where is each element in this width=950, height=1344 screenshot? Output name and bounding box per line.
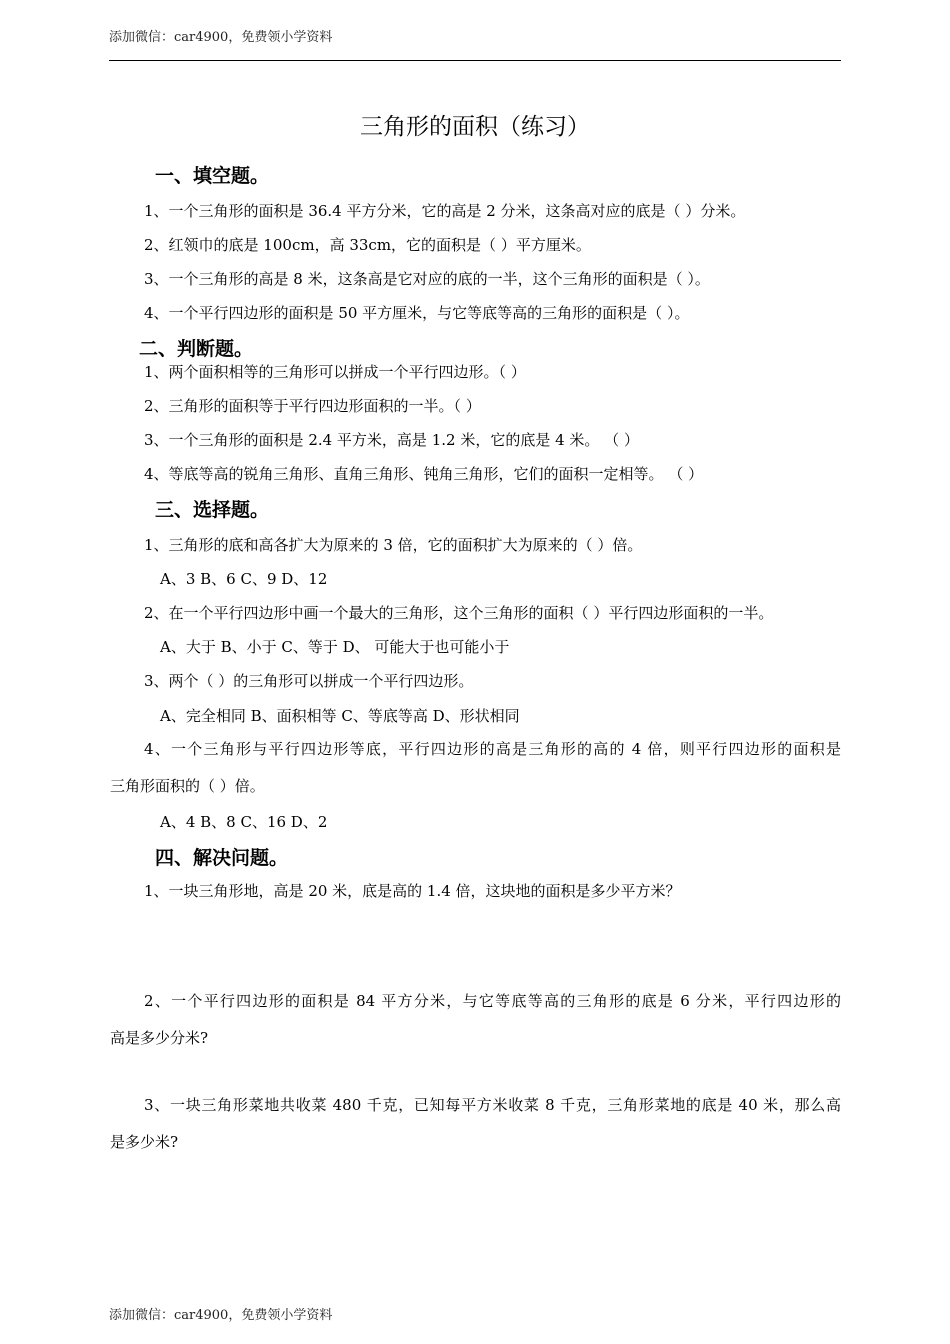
header-divider xyxy=(109,60,841,61)
question-3-4-line1: 4、一个三角形与平行四边形等底，平行四边形的高是三角形的高的 4 倍，则平行四边形的面积是 xyxy=(144,740,841,758)
question-1-4: 4、一个平行四边形的面积是 50 平方厘米，与它等底等高的三角形的面积是（ ）。 xyxy=(144,304,690,322)
question-4-2-line1: 2、一个平行四边形的面积是 84 平方分米，与它等底等高的三角形的底是 6 分米，平行四边形的 xyxy=(144,992,841,1010)
question-2-4: 4、等底等高的锐角三角形、直角三角形、钝角三角形，它们的面积一定相等。 （ ） xyxy=(144,465,704,483)
question-1-2: 2、红领巾的底是 100cm，高 33cm，它的面积是（ ）平方厘米。 xyxy=(144,236,591,254)
section-heading-fill-blank: 一、填空题。 xyxy=(155,165,270,187)
question-3-2-options: A、大于 B、小于 C、等于 D、 可能大于也可能小于 xyxy=(160,638,510,656)
question-3-3-options: A、完全相同 B、面积相等 C、等底等高 D、形状相同 xyxy=(160,707,520,725)
section-heading-true-false: 二、判断题。 xyxy=(139,338,254,360)
page-header: 添加微信：car4900，免费领小学资料 xyxy=(109,30,333,45)
question-4-2-line2: 高是多少分米? xyxy=(110,1029,209,1047)
question-2-3: 3、一个三角形的面积是 2.4 平方米，高是 1.2 米，它的底是 4 米。 （ ） xyxy=(144,431,639,449)
question-3-1: 1、三角形的底和高各扩大为原来的 3 倍，它的面积扩大为原来的（ ）倍。 xyxy=(144,536,643,554)
question-3-2: 2、在一个平行四边形中画一个最大的三角形，这个三角形的面积（ ）平行四边形面积的一半。 xyxy=(144,604,774,622)
question-3-4-line2: 三角形面积的（ ）倍。 xyxy=(110,777,265,795)
section-heading-multiple-choice: 三、选择题。 xyxy=(155,499,270,521)
question-3-4-options: A、4 B、8 C、16 D、2 xyxy=(160,813,328,831)
question-4-3-line2: 是多少米? xyxy=(110,1133,179,1151)
question-3-3: 3、两个（ ）的三角形可以拼成一个平行四边形。 xyxy=(144,672,474,690)
question-1-1: 1、一个三角形的面积是 36.4 平方分米，它的高是 2 分米，这条高对应的底是（ ）分米。 xyxy=(144,202,746,220)
question-1-3: 3、一个三角形的高是 8 米，这条高是它对应的底的一半，这个三角形的面积是（ ）。 xyxy=(144,270,710,288)
section-heading-problem-solving: 四、解决问题。 xyxy=(155,847,289,869)
question-3-1-options: A、3 B、6 C、9 D、12 xyxy=(160,570,328,588)
question-4-1: 1、一块三角形地，高是 20 米，底是高的 1.4 倍，这块地的面积是多少平方米？ xyxy=(144,882,681,900)
question-2-2: 2、三角形的面积等于平行四边形面积的一半。（ ） xyxy=(144,397,481,415)
question-2-1: 1、两个面积相等的三角形可以拼成一个平行四边形。（ ） xyxy=(144,363,526,381)
page-title: 三角形的面积（练习） xyxy=(360,114,590,140)
question-4-3-line1: 3、一块三角形菜地共收菜 480 千克，已知每平方米收菜 8 千克，三角形菜地的底是 40 米，那么高 xyxy=(144,1096,841,1114)
page-footer: 添加微信：car4900，免费领小学资料 xyxy=(109,1308,333,1323)
